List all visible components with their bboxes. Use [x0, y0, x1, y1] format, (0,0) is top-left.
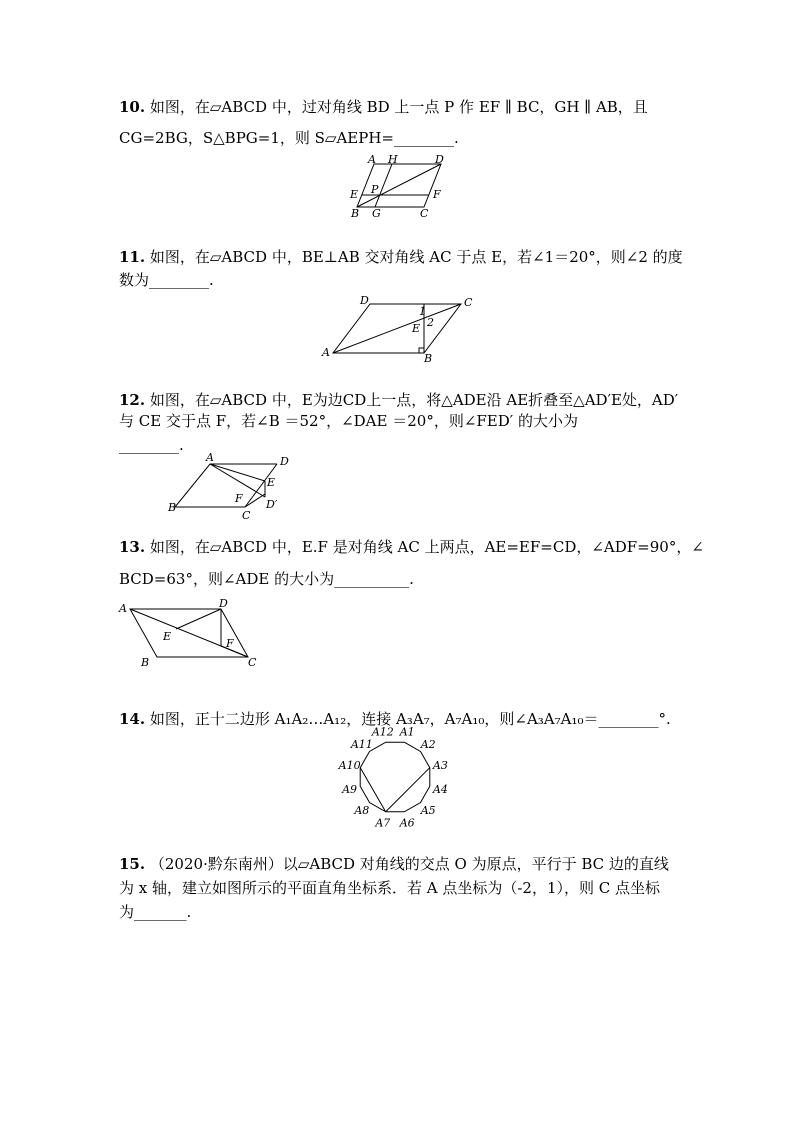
q11-label-angle1: 1 [419, 305, 426, 318]
q13-figure [118, 597, 268, 672]
q10-line1 [119, 98, 648, 116]
q10-label-p: P [371, 183, 379, 196]
q15-line2: 为 x 轴，建立如图所示的平面直角坐标系．若 A 点坐标为（-2，1），则 C 点坐标 [119, 879, 661, 897]
q12-line2: 与 CE 交于点 F，若∠B ＝52°，∠DAE ＝20°，则∠FED′ 的大小为 [119, 412, 578, 430]
q13-line1 [119, 538, 704, 556]
q10-label-a: A [368, 153, 376, 166]
q13-line2: BCD=63°，则∠ADE 的大小为__________. [119, 570, 414, 588]
q14-dodecagon [360, 742, 430, 812]
q11-label-e: E [412, 322, 421, 335]
q12-number: 12. [119, 391, 146, 409]
q10-label-h: H [388, 153, 398, 166]
q14-label-a2: A2 [420, 737, 436, 751]
q11-line1 [119, 248, 683, 266]
q10-label-f: F [433, 188, 441, 201]
q13-label-f: F [226, 637, 234, 650]
q15-text-line1: （2020·黔东南州）以▱ABCD 对角线的交点 O 为原点，平行于 BC 边的直线 [149, 855, 669, 873]
q11-diagonal-ac [333, 304, 461, 353]
q10-label-g: G [372, 207, 381, 220]
q15-number: 15. [119, 855, 146, 873]
q10-diagonal-bd [357, 164, 441, 207]
q13-label-b: B [141, 656, 150, 669]
q10-text-line1: 如图，在▱ABCD 中，过对角线 BD 上一点 P 作 EF ∥ BC，GH ∥ AB，且 [149, 98, 648, 116]
q14-label-a10: A10 [338, 758, 361, 772]
q12-parallelogram [175, 464, 277, 507]
q11-text-line1: 如图，在▱ABCD 中，BE⊥AB 交对角线 AC 于点 E，若∠1＝20°，则∠2 的度 [149, 248, 683, 266]
q13-line-de [176, 609, 221, 629]
q14-label-a7: A7 [375, 816, 391, 830]
q14-label-a9: A9 [342, 783, 358, 797]
q12-label-a: A [206, 451, 214, 464]
q11-label-b: B [424, 352, 433, 365]
q14-text-line1: 如图，正十二边形 A₁A₂…A₁₂，连接 A₃A₇，A₇A₁₀，则∠A₃A₇A₁₀＝________°. [149, 710, 671, 728]
q12-label-d: D [280, 455, 289, 468]
q10-label-e: E [350, 188, 359, 201]
q10-label-d: D [435, 153, 444, 166]
q14-vertex-labels [338, 726, 448, 830]
q13-text-line1: 如图，在▱ABCD 中，E.F 是对角线 AC 上两点，AE=EF=CD，∠ADF=90°，∠ [149, 538, 704, 556]
q14-label-a11: A11 [350, 737, 373, 751]
q13-label-d: D [219, 597, 228, 610]
q15-line1 [119, 855, 669, 873]
q10-line2: CG=2BG，S△BPG=1，则 S▱AEPH=________. [119, 129, 459, 147]
q11-label-c: C [464, 296, 473, 309]
q14-line1 [119, 710, 671, 728]
q14-label-a4: A4 [432, 783, 448, 797]
q11-label-angle2: 2 [427, 316, 434, 329]
q14-label-a1: A1 [399, 725, 415, 739]
q12-figure [165, 450, 290, 520]
q12-label-c: C [242, 509, 251, 522]
q12-line3: ________. [119, 436, 184, 454]
q14-label-a3: A3 [432, 758, 448, 772]
q14-label-a8: A8 [354, 804, 370, 818]
q11-label-a: A [322, 346, 330, 359]
q14-label-a5: A5 [420, 804, 436, 818]
q14-label-a6: A6 [399, 816, 415, 830]
q13-label-c: C [248, 656, 257, 669]
q14-number: 14. [119, 710, 146, 728]
q14-label-a12: A12 [371, 725, 394, 739]
q12-label-d-prime: D′ [266, 498, 278, 511]
q11-number: 11. [119, 248, 146, 266]
q13-number: 13. [119, 538, 146, 556]
q12-label-e: E [267, 476, 276, 489]
q12-line-ae [210, 464, 265, 481]
q12-line1 [119, 391, 678, 409]
q11-line2: 数为________. [119, 271, 214, 289]
q12-label-f: F [235, 492, 243, 505]
q13-label-e: E [163, 630, 172, 643]
q10-label-c: C [420, 207, 429, 220]
q13-label-a: A [119, 602, 127, 615]
q11-label-d: D [360, 294, 369, 307]
q10-figure [340, 155, 450, 225]
q10-number: 10. [119, 98, 146, 116]
q14-figure [338, 725, 450, 830]
q12-text-line1: 如图，在▱ABCD 中，E为边CD上一点，将△ADE沿 AE折叠至△AD′E处，AD′ [149, 391, 679, 409]
q12-label-b: B [168, 501, 177, 514]
q11-figure [318, 294, 478, 364]
q15-line3: 为_______. [119, 903, 192, 921]
q10-label-b: B [351, 207, 360, 220]
